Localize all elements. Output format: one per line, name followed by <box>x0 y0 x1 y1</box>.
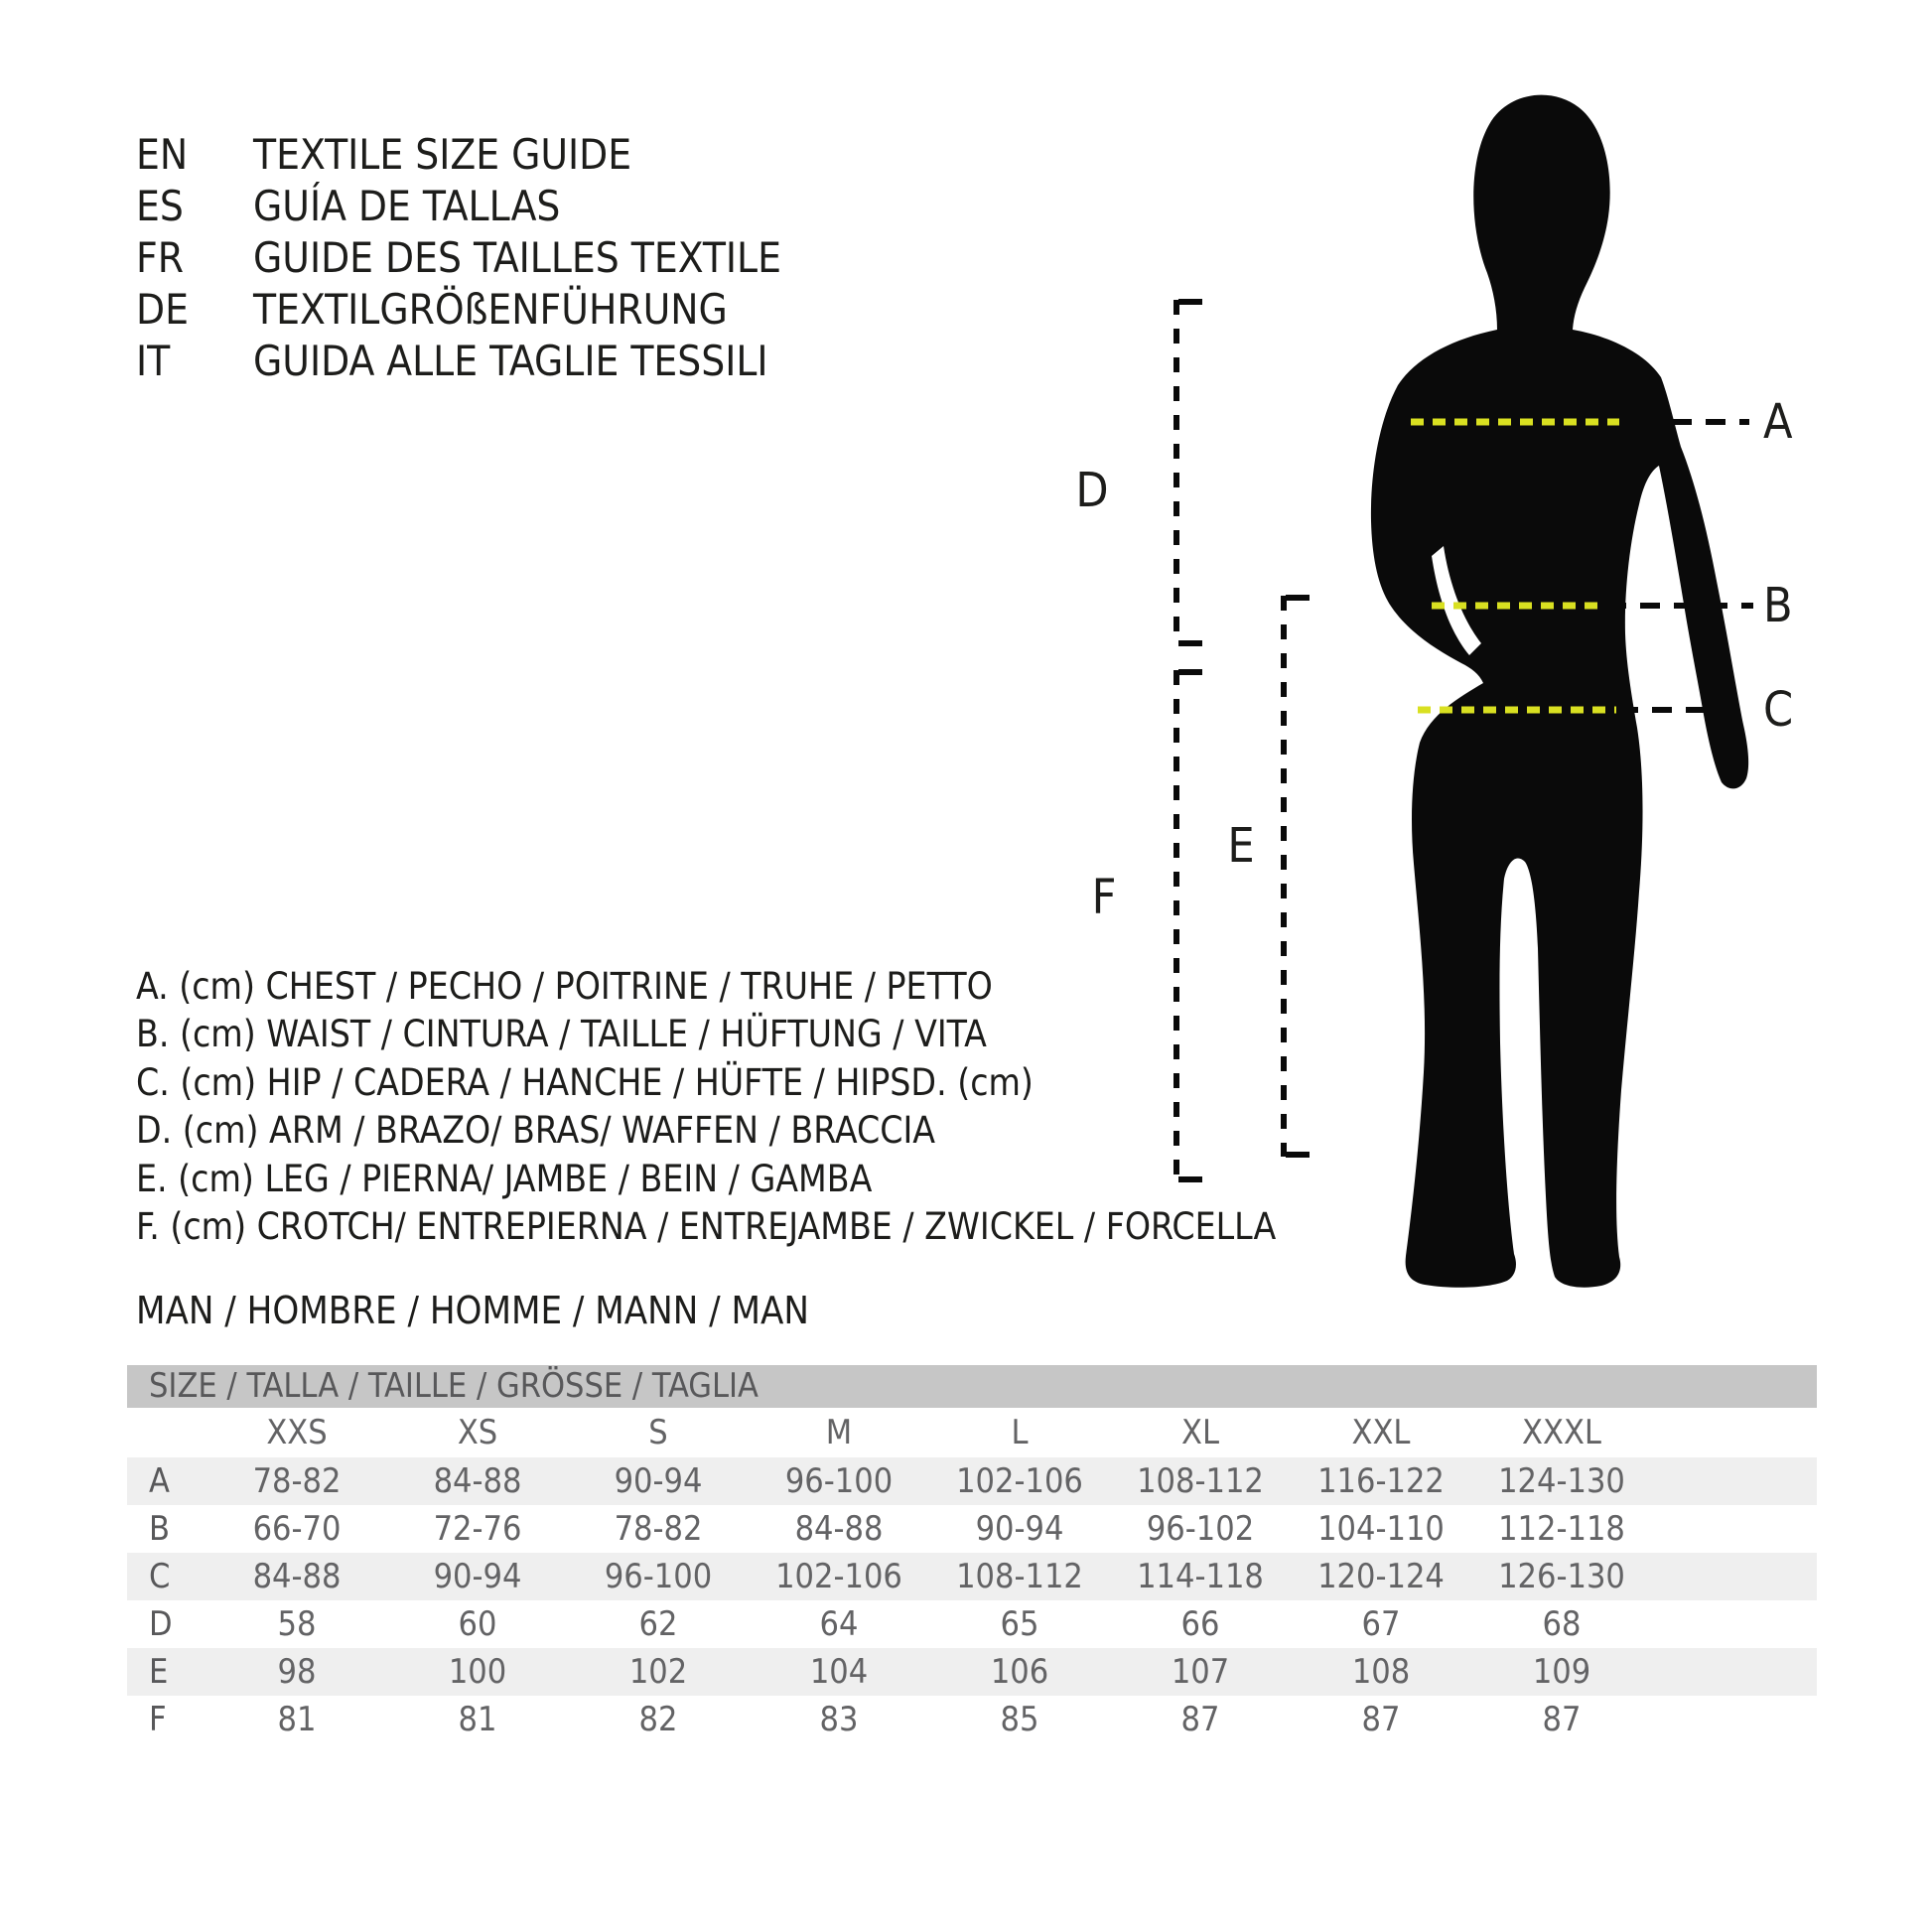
table-row-waist <box>127 1505 1817 1553</box>
man-silhouette-diagram <box>844 79 1926 1340</box>
table-cell: 64 <box>819 1604 859 1644</box>
table-cell: 90-94 <box>975 1509 1064 1549</box>
size-table-header: SIZE / TALLA / TAILLE / GRÖSSE / TAGLIA <box>127 1365 1817 1408</box>
table-cell: 81 <box>277 1700 317 1739</box>
language-title: TEXTILGRÖßENFÜHRUNG <box>253 285 728 334</box>
size-table <box>127 1365 1817 1743</box>
size-column-header: XXS <box>266 1413 328 1452</box>
filler-cell <box>1652 1505 1817 1553</box>
table-row-hip <box>127 1553 1817 1600</box>
table-cell: 78-82 <box>252 1461 342 1501</box>
table-cell: 87 <box>1361 1700 1401 1739</box>
language-row-de <box>136 287 728 333</box>
table-cell: 102-106 <box>775 1557 902 1596</box>
category-line: MAN / HOMBRE / HOMME / MANN / MAN <box>136 1289 809 1332</box>
table-cell: 81 <box>458 1700 497 1739</box>
figure-label-arm: D <box>1075 463 1109 518</box>
table-cell: 100 <box>448 1652 507 1692</box>
table-row-arm <box>127 1600 1817 1648</box>
table-cell: 107 <box>1171 1652 1230 1692</box>
table-cell: 96-102 <box>1146 1509 1255 1549</box>
table-cell: 120-124 <box>1317 1557 1445 1596</box>
table-cell: 66-70 <box>252 1509 342 1549</box>
table-cell: 98 <box>277 1652 317 1692</box>
row-label: B <box>149 1509 170 1549</box>
measurement-line-e: E. (cm) LEG / PIERNA/ JAMBE / BEIN / GAMBA <box>136 1158 873 1200</box>
size-column-header: M <box>825 1413 853 1452</box>
table-cell: 87 <box>1542 1700 1582 1739</box>
size-column-header: L <box>1011 1413 1029 1452</box>
language-title: TEXTILE SIZE GUIDE <box>253 130 632 179</box>
table-cell: 104-110 <box>1317 1509 1445 1549</box>
language-row-es <box>136 184 560 229</box>
man-silhouette <box>1371 95 1748 1288</box>
figure-label-chest: A <box>1763 394 1793 450</box>
table-cell: 78-82 <box>614 1509 703 1549</box>
size-column-header: XL <box>1181 1413 1219 1452</box>
filler-cell <box>1652 1696 1817 1743</box>
table-cell: 87 <box>1180 1700 1220 1739</box>
table-cell: 58 <box>277 1604 317 1644</box>
table-cell: 106 <box>990 1652 1049 1692</box>
table-cell: 84-88 <box>252 1557 342 1596</box>
language-code: FR <box>136 233 184 282</box>
measurement-line-a: A. (cm) CHEST / PECHO / POITRINE / TRUHE / PETTO <box>136 965 993 1008</box>
table-cell: 102-106 <box>956 1461 1083 1501</box>
row-label: C <box>149 1557 171 1596</box>
figure-label-crotch: F <box>1091 870 1117 925</box>
measurement-line-c: C. (cm) HIP / CADERA / HANCHE / HÜFTE / HIPSD. (cm) <box>136 1061 1034 1104</box>
table-cell: 114-118 <box>1137 1557 1264 1596</box>
filler-cell <box>1652 1457 1817 1505</box>
table-cell: 72-76 <box>433 1509 522 1549</box>
size-column-header: XXXL <box>1522 1413 1601 1452</box>
filler-cell <box>1652 1600 1817 1648</box>
measurement-line-f: F. (cm) CROTCH/ ENTREPIERNA / ENTREJAMBE / ZWICKEL / FORCELLA <box>136 1205 1277 1248</box>
figure-label-leg: E <box>1227 818 1255 874</box>
language-title: GUIDE DES TAILLES TEXTILE <box>253 233 781 282</box>
filler-cell <box>1652 1408 1817 1457</box>
table-cell: 112-118 <box>1498 1509 1625 1549</box>
size-column-header: S <box>648 1413 668 1452</box>
language-row-it <box>136 339 768 384</box>
table-cell: 116-122 <box>1317 1461 1445 1501</box>
table-cell: 60 <box>458 1604 497 1644</box>
table-row-leg <box>127 1648 1817 1696</box>
row-label: D <box>149 1604 173 1644</box>
table-cell: 102 <box>628 1652 688 1692</box>
table-cell: 83 <box>819 1700 859 1739</box>
language-code: IT <box>136 337 171 385</box>
measurement-line-d: D. (cm) ARM / BRAZO/ BRAS/ WAFFEN / BRACCIA <box>136 1109 936 1152</box>
table-cell: 126-130 <box>1498 1557 1625 1596</box>
corner-cell <box>127 1408 207 1457</box>
table-cell: 84-88 <box>794 1509 884 1549</box>
figure-label-waist: B <box>1763 578 1793 633</box>
row-label: E <box>149 1652 169 1692</box>
table-cell: 66 <box>1180 1604 1220 1644</box>
table-cell: 62 <box>638 1604 678 1644</box>
table-cell: 108 <box>1351 1652 1411 1692</box>
table-cell: 108-112 <box>956 1557 1083 1596</box>
filler-cell <box>1652 1553 1817 1600</box>
table-cell: 90-94 <box>433 1557 522 1596</box>
table-cell: 108-112 <box>1137 1461 1264 1501</box>
extent-lines <box>1176 300 1310 1181</box>
table-cell: 68 <box>1542 1604 1582 1644</box>
table-cell: 96-100 <box>604 1557 713 1596</box>
table-cell: 109 <box>1532 1652 1591 1692</box>
table-cell: 82 <box>638 1700 678 1739</box>
size-column-header: XXL <box>1351 1413 1411 1452</box>
table-cell: 85 <box>1000 1700 1039 1739</box>
table-cell: 67 <box>1361 1604 1401 1644</box>
row-label: A <box>149 1461 170 1501</box>
language-code: DE <box>136 285 189 334</box>
size-columns-row <box>127 1408 1817 1457</box>
table-cell: 65 <box>1000 1604 1039 1644</box>
table-cell: 124-130 <box>1498 1461 1625 1501</box>
language-title: GUIDA ALLE TAGLIE TESSILI <box>253 337 768 385</box>
body-shape <box>1371 330 1748 1288</box>
table-cell: 96-100 <box>784 1461 894 1501</box>
measurement-line-b: B. (cm) WAIST / CINTURA / TAILLE / HÜFTUNG / VITA <box>136 1013 987 1055</box>
filler-cell <box>1652 1648 1817 1696</box>
table-cell: 90-94 <box>614 1461 703 1501</box>
language-row-en <box>136 132 631 178</box>
language-row-fr <box>136 235 781 281</box>
table-cell: 104 <box>809 1652 869 1692</box>
table-cell: 84-88 <box>433 1461 522 1501</box>
row-label: F <box>149 1700 167 1739</box>
head-shape <box>1473 95 1609 330</box>
table-row-crotch <box>127 1696 1817 1743</box>
language-code: ES <box>136 182 184 230</box>
table-row-chest <box>127 1457 1817 1505</box>
figure-label-hip: C <box>1763 682 1794 738</box>
size-column-header: XS <box>457 1413 498 1452</box>
language-code: EN <box>136 130 189 179</box>
language-title: GUÍA DE TALLAS <box>253 182 561 230</box>
